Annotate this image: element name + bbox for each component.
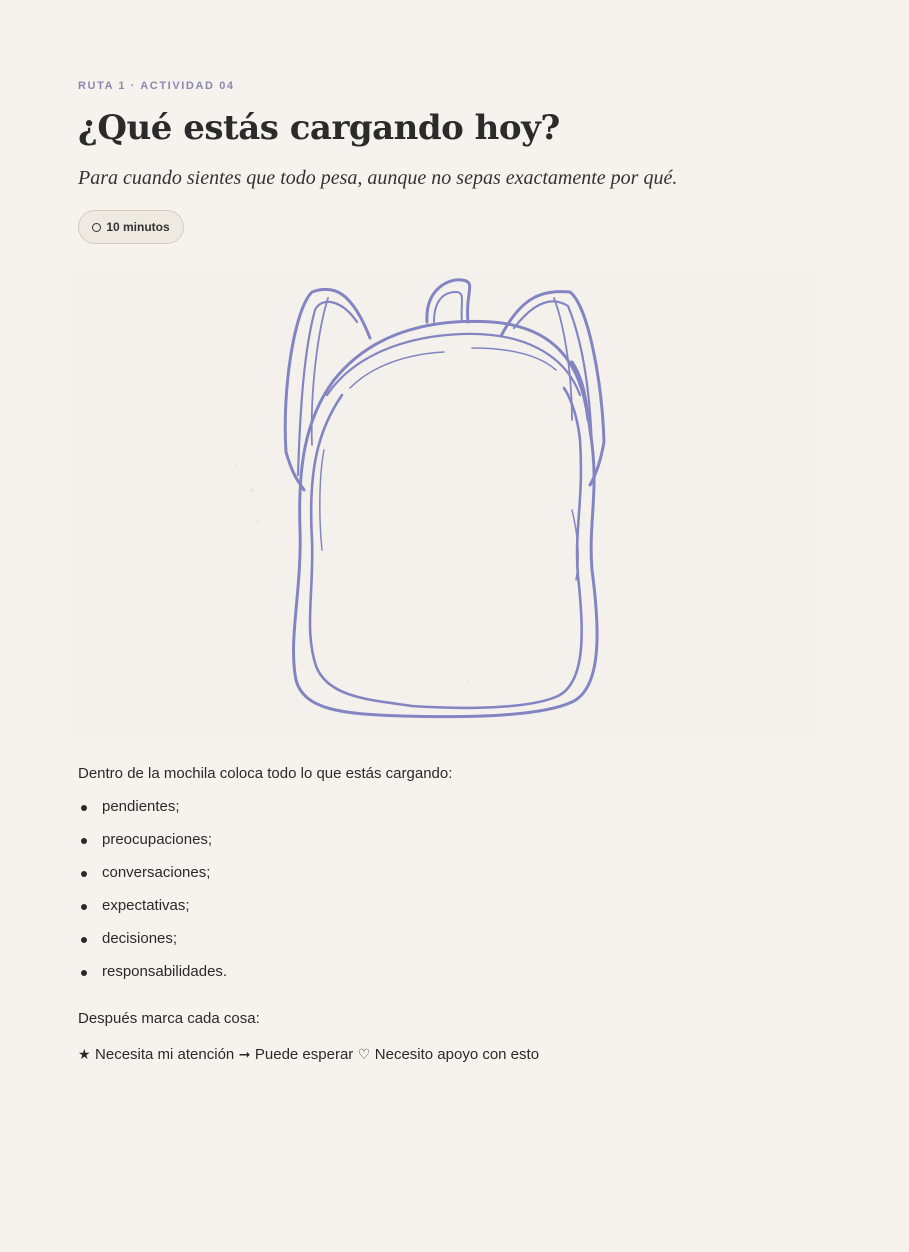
instructions-text: Dentro de la mochila coloca todo lo que estás cargando:: [78, 765, 453, 782]
legend-label-wait: Puede esperar: [254, 1046, 354, 1063]
bullet-icon: [81, 805, 87, 811]
heart-icon: ♡: [357, 1047, 371, 1063]
star-icon: ★: [78, 1047, 91, 1063]
marking-instructions: Después marca cada cosa:: [78, 1010, 260, 1027]
list-item-label: pendientes;: [102, 798, 180, 815]
list-item-label: preocupaciones;: [102, 831, 213, 848]
bullet-icon: [81, 970, 87, 976]
list-item: [78, 831, 227, 864]
list-item-label: responsabilidades.: [102, 963, 228, 980]
marking-legend: [78, 1046, 539, 1063]
items-list: [78, 798, 227, 996]
bullet-icon: [81, 904, 87, 910]
bullet-icon: [81, 937, 87, 943]
page-title: ¿Qué estás cargando hoy?: [78, 108, 560, 148]
duration-badge: [78, 210, 184, 244]
duration-label: 10 minutos: [106, 220, 170, 234]
list-item-label: decisiones;: [102, 930, 178, 947]
list-item-label: conversaciones;: [102, 864, 211, 881]
list-item: [78, 798, 227, 831]
backpack-icon: [72, 270, 816, 736]
arrow-right-icon: ➞: [238, 1047, 251, 1063]
clock-icon: [92, 223, 101, 232]
list-item: [78, 930, 227, 963]
backpack-illustration: [72, 270, 816, 736]
page-subtitle: Para cuando sientes que todo pesa, aunque no sepas exactamente por qué.: [78, 167, 678, 189]
list-item: [78, 897, 227, 930]
list-item-label: expectativas;: [102, 897, 190, 914]
list-item: [78, 963, 227, 996]
legend-label-attention: Necesita mi atención: [95, 1046, 235, 1063]
bullet-icon: [81, 838, 87, 844]
bullet-icon: [81, 871, 87, 877]
activity-eyebrow: RUTA 1 · ACTIVIDAD 04: [78, 80, 235, 92]
list-item: [78, 864, 227, 897]
legend-label-support: Necesito apoyo con esto: [374, 1046, 540, 1063]
